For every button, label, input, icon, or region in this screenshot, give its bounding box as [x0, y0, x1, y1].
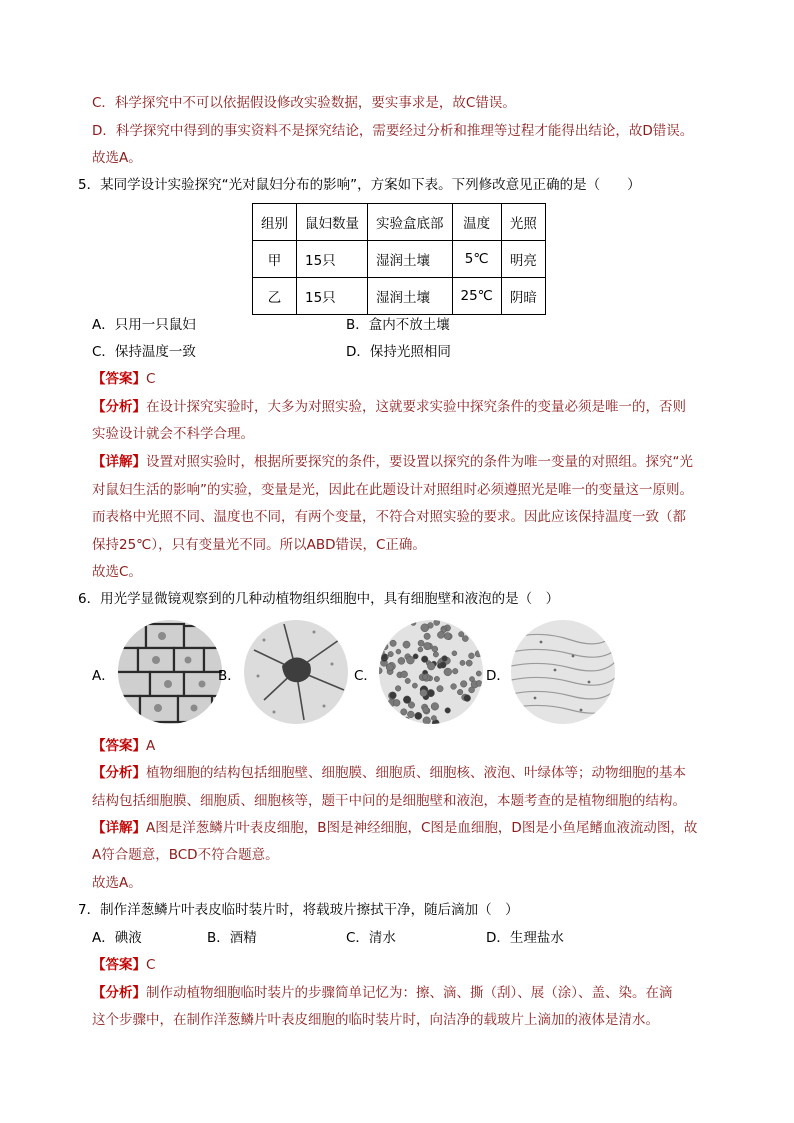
- table-row: [253, 278, 546, 315]
- q6-analysis-line-1: [92, 763, 686, 783]
- q6-detail-line-2: A符合题意，BCD不符合题意。: [92, 847, 279, 863]
- table-header-cell: 组别: [253, 204, 297, 241]
- analysis-tag: 【分析】: [92, 985, 146, 1001]
- answer-value: C: [146, 957, 156, 973]
- q5-detail-line-1: [92, 452, 693, 472]
- q7-option-d: D．生理盐水: [486, 930, 564, 946]
- q7-option-c: C．清水: [346, 930, 396, 946]
- q6-label-b: B．: [218, 668, 241, 684]
- q5-stem: 5．某同学设计实验探究“光对鼠妇分布的影响”，方案如下表。下列修改意见正确的是（ ）: [78, 177, 641, 193]
- answer-value: A: [146, 738, 156, 754]
- nerve-cell-image: [244, 620, 348, 724]
- detail-text: A图是洋葱鳞片叶表皮细胞，B图是神经细胞，C图是血细胞，D图是小鱼尾鳍血液流动图，故: [146, 820, 698, 836]
- q6-label-a: A．: [92, 668, 115, 684]
- q6-stem: 6．用光学显微镜观察到的几种动植物组织细胞中，具有细胞壁和液泡的是（ ）: [78, 591, 560, 607]
- q7-option-a: A．碘液: [92, 930, 142, 946]
- prev-option-d-explanation: D．科学探究中得到的事实资料不是探究结论，需要经过分析和推理等过程才能得出结论，故D错误。: [92, 123, 694, 139]
- table-cell: 15只: [297, 241, 368, 278]
- q5-conclusion: 故选C。: [92, 564, 142, 580]
- table-cell: 乙: [253, 278, 297, 315]
- analysis-text: 制作动植物细胞临时装片的步骤简单记忆为：擦、滴、撕（刮）、展（涂）、盖、染。在滴: [146, 985, 673, 1001]
- q6-answer: [92, 736, 155, 756]
- answer-tag: 【答案】: [92, 738, 146, 754]
- q7-answer: [92, 955, 155, 975]
- q5-option-b: B．盒内不放土壤: [346, 317, 450, 333]
- answer-tag: 【答案】: [92, 371, 146, 387]
- table-cell: 15只: [297, 278, 368, 315]
- q5-detail-line-4: 保持25℃），只有变量光不同。所以ABD错误，C正确。: [92, 537, 426, 553]
- table-cell: 25℃: [452, 278, 501, 315]
- table-row: [253, 241, 546, 278]
- prev-option-c-explanation: C．科学探究中不可以依据假设修改实验数据，要实事求是，故C错误。: [92, 95, 516, 111]
- analysis-text: 在设计探究实验时，大多为对照实验，这就要求实验中探究条件的变量必须是唯一的，否则: [146, 399, 686, 415]
- table-cell: 5℃: [452, 241, 501, 278]
- table-cell: 甲: [253, 241, 297, 278]
- answer-value: C: [146, 371, 156, 387]
- q5-answer: [92, 369, 155, 389]
- detail-tag: 【详解】: [92, 454, 146, 470]
- table-header-cell: 鼠妇数量: [297, 204, 368, 241]
- detail-tag: 【详解】: [92, 820, 146, 836]
- q5-option-c: C．保持温度一致: [92, 344, 196, 360]
- fish-tail-blood-flow-image: [511, 620, 615, 724]
- detail-text: 设置对照实验时，根据所要探究的条件，要设置以探究的条件为唯一变量的对照组。探究“光: [146, 454, 693, 470]
- table-cell: 湿润土壤: [368, 241, 453, 278]
- table-header-cell: 光照: [501, 204, 545, 241]
- blood-cell-image: [379, 620, 483, 724]
- q5-option-d: D．保持光照相同: [346, 344, 451, 360]
- analysis-tag: 【分析】: [92, 399, 146, 415]
- q5-option-a: A．只用一只鼠妇: [92, 317, 196, 333]
- q5-detail-line-3: 而表格中光照不同、温度也不同，有两个变量，不符合对照实验的要求。因此应该保持温度一致（都: [92, 509, 686, 525]
- q6-analysis-line-2: 结构包括细胞膜、细胞质、细胞核等，题干中问的是细胞壁和液泡，本题考查的是植物细胞的结构。: [92, 793, 686, 809]
- table-cell: 明亮: [501, 241, 545, 278]
- prev-conclusion: 故选A。: [92, 150, 142, 166]
- q6-conclusion: 故选A。: [92, 875, 142, 891]
- analysis-text: 植物细胞的结构包括细胞壁、细胞膜、细胞质、细胞核、液泡、叶绿体等；动物细胞的基本: [146, 765, 686, 781]
- q7-analysis-line-1: [92, 983, 673, 1003]
- analysis-tag: 【分析】: [92, 765, 146, 781]
- answer-tag: 【答案】: [92, 957, 146, 973]
- table-cell: 湿润土壤: [368, 278, 453, 315]
- q5-analysis-line-2: 实验设计就会不科学合理。: [92, 426, 254, 442]
- table-header-cell: 实验盒底部: [368, 204, 453, 241]
- q6-detail-line-1: [92, 818, 697, 838]
- q7-stem: 7．制作洋葱鳞片叶表皮临时装片时，将载玻片擦拭干净，随后滴加（ ）: [78, 902, 519, 918]
- q5-detail-line-2: 对鼠妇生活的影响”的实验，变量是光，因此在此题设计对照组时必须遵照光是唯一的变量这一原则。: [92, 482, 693, 498]
- q6-label-d: D．: [486, 668, 510, 684]
- table-cell: 阴暗: [501, 278, 545, 315]
- q7-option-b: B．酒精: [207, 930, 257, 946]
- q6-label-c: C．: [354, 668, 377, 684]
- table-header-cell: 温度: [452, 204, 501, 241]
- table-header-row: [253, 204, 546, 241]
- onion-epidermis-cell-image: [118, 620, 222, 724]
- q5-analysis-line-1: [92, 397, 686, 417]
- q5-experiment-table: [252, 203, 546, 315]
- q7-analysis-line-2: 这个步骤中，在制作洋葱鳞片叶表皮细胞的临时装片时，向洁净的载玻片上滴加的液体是清水。: [92, 1012, 659, 1028]
